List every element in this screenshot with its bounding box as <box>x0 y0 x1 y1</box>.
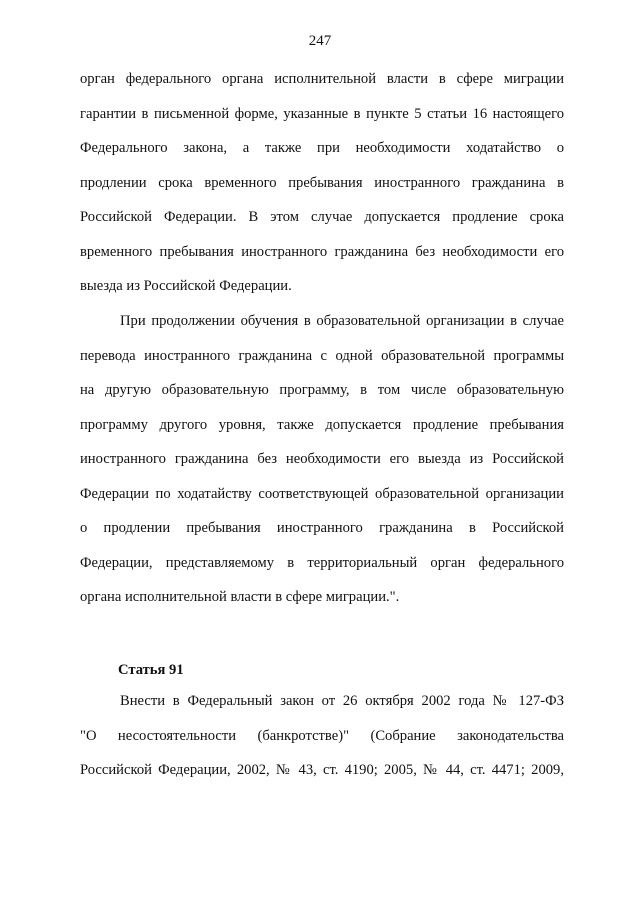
text-line: "О несостоятельности (банкротстве)" (Собрание законодательства <box>80 727 564 744</box>
text-line: Федерации, представляемому в территориальный орган федерального <box>80 554 564 571</box>
text-line: перевода иностранного гражданина с одной образовательной программы <box>80 347 564 364</box>
text-line: органа исполнительной власти в сфере миграции.". <box>80 589 400 605</box>
text-line: о продлении пребывания иностранного гражданина в Российской <box>80 520 564 536</box>
text-line: Российской Федерации. В этом случае допускается продление срока <box>80 209 564 225</box>
text-line: Внести в Федеральный закон от 26 октября 2002 года № 127-ФЗ <box>120 693 564 709</box>
text-line: Федерального закона, а также при необходимости ходатайство о <box>80 140 564 156</box>
text-line: Российской Федерации, 2002, № 43, ст. 4190; 2005, № 44, ст. 4471; 2009, <box>80 762 564 778</box>
paragraph-continuation <box>80 62 564 304</box>
text-line: на другую образовательную программу, в том числе образовательную <box>80 382 564 398</box>
text-line: продлении срока временного пребывания иностранного гражданина в <box>80 174 564 191</box>
paragraph-amendment <box>80 684 564 788</box>
text-line: иностранного гражданина без необходимости его выезда из Российской <box>80 451 564 467</box>
text-line: гарантии в письменной форме, указанные в пункте 5 статьи 16 настоящего <box>80 105 564 122</box>
text-line: Федерации по ходатайству соответствующей образовательной организации <box>80 485 564 502</box>
article-heading: Статья 91 <box>118 662 184 678</box>
page-number: 247 <box>308 33 332 49</box>
text-line: временного пребывания иностранного гражданина без необходимости его <box>80 243 564 260</box>
paragraph-study-continuation <box>80 304 564 615</box>
text-line: выезда из Российской Федерации. <box>80 278 292 294</box>
text-line: При продолжении обучения в образовательной организации в случае <box>120 313 564 329</box>
text-line: орган федерального органа исполнительной власти в сфере миграции <box>80 71 564 87</box>
text-line: программу другого уровня, также допускается продление пребывания <box>80 416 564 433</box>
